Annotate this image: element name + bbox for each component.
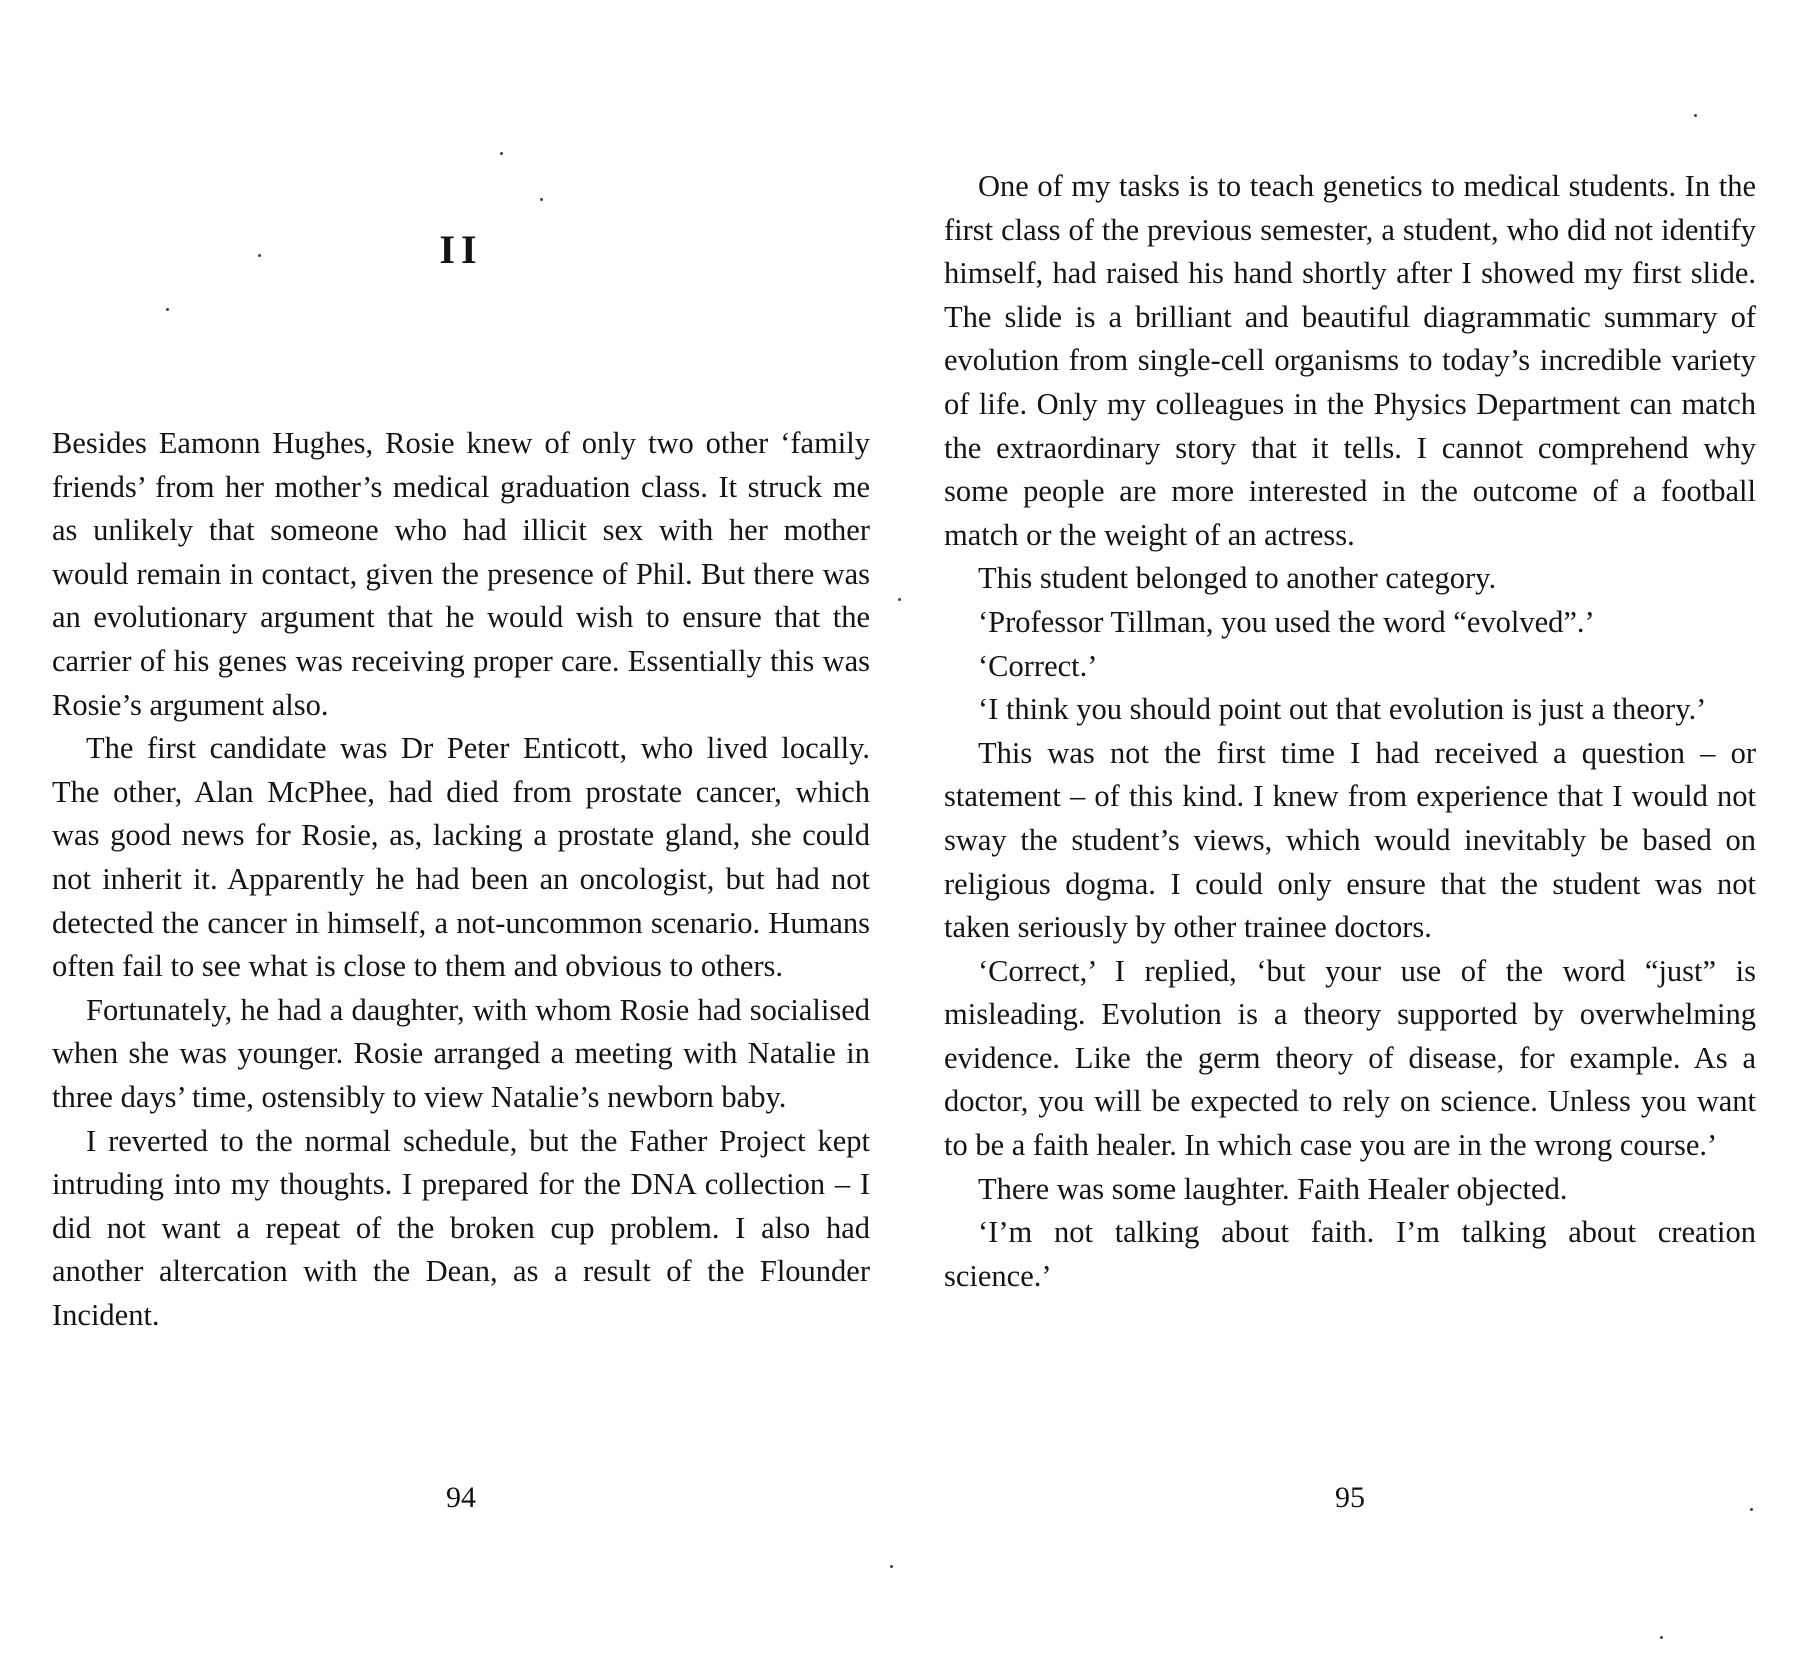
scan-speck	[1694, 114, 1697, 117]
chapter-number: II	[439, 227, 483, 272]
paragraph: One of my tasks is to teach genetics to medical students. In the first class of the previous semester, a student, who did not identify himself, had raised his hand shortly after I showed my first slide. The slide is a brilliant and beautiful diagrammatic summary of evolution from single-cell organisms to today’s incredible variety of life. Only my colleagues in the Physics Department can match the extraordinary story that it tells. I cannot comprehend why some people are more interested in the outcome of a football match or the weight of an actress.	[944, 169, 1756, 552]
left-page-body	[52, 422, 870, 1337]
paragraph: ‘I think you should point out that evolution is just a theory.’	[978, 692, 1707, 727]
paragraph: ‘Correct,’ I replied, ‘but your use of the word “just” is misleading. Evolution is a theory supported by overwhelming evidence. Like the germ theory of disease, for example. As a doctor, you will be expected to rely on science. Unless you want to be a faith healer. In which case you are in the wrong course.’	[944, 953, 1756, 1163]
paragraph: ‘Professor Tillman, you used the word “evolved”.’	[978, 604, 1595, 639]
scan-speck	[890, 1565, 893, 1568]
scan-speck	[258, 254, 261, 257]
paragraph: Besides Eamonn Hughes, Rosie knew of only two other ‘family friends’ from her mother’s medical graduation class. It struck me as unlikely that someone who had illicit sex with her mother would remain in contact, given the presence of Phil. But there was an evolutionary argument that he would wish to ensure that the carrier of his genes was receiving proper care. Essentially this was Rosie’s argument also.	[52, 426, 870, 722]
paragraph: ‘I’m not talking about faith. I’m talking about creation science.’	[944, 1215, 1756, 1293]
page-number-left: 94	[446, 1481, 476, 1514]
paragraph: The first candidate was Dr Peter Enticott, who lived locally. The other, Alan McPhee, had died from prostate cancer, which was good news for Rosie, as, lacking a prostate gland, she could not inherit it. Apparently he had been an oncologist, but had not detected the cancer in himself, a not-uncommon scenario. Humans often fail to see what is close to them and obvious to others.	[52, 731, 870, 984]
paragraph: This student belonged to another category.	[978, 561, 1497, 596]
right-page-body	[944, 165, 1756, 1298]
paragraph: There was some laughter. Faith Healer objected.	[978, 1171, 1568, 1206]
scan-speck	[500, 152, 503, 155]
paragraph: ‘Correct.’	[978, 648, 1098, 683]
scan-speck	[1750, 1508, 1753, 1511]
scan-speck	[898, 598, 901, 601]
scan-speck	[166, 308, 169, 311]
paragraph: I reverted to the normal schedule, but the Father Project kept intruding into my thoughts. I prepared for the DNA collection – I did not want a repeat of the broken cup problem. I also had another altercation with the Dean, as a result of the Flounder Incident.	[52, 1123, 870, 1332]
paragraph: This was not the first time I had received a question – or statement – of this kind. I knew from experience that I would not sway the student’s views, which would inevitably be based on religious dogma. I could only ensure that the student was not taken seriously by other trainee doctors.	[944, 735, 1756, 945]
scan-speck	[540, 198, 543, 201]
page-number-right: 95	[1335, 1481, 1365, 1514]
scan-speck	[1660, 1636, 1663, 1639]
paragraph: Fortunately, he had a daughter, with whom Rosie had socialised when she was younger. Rosie arranged a meeting with Natalie in three days’ time, ostensibly to view Natalie’s newborn baby.	[52, 992, 870, 1114]
